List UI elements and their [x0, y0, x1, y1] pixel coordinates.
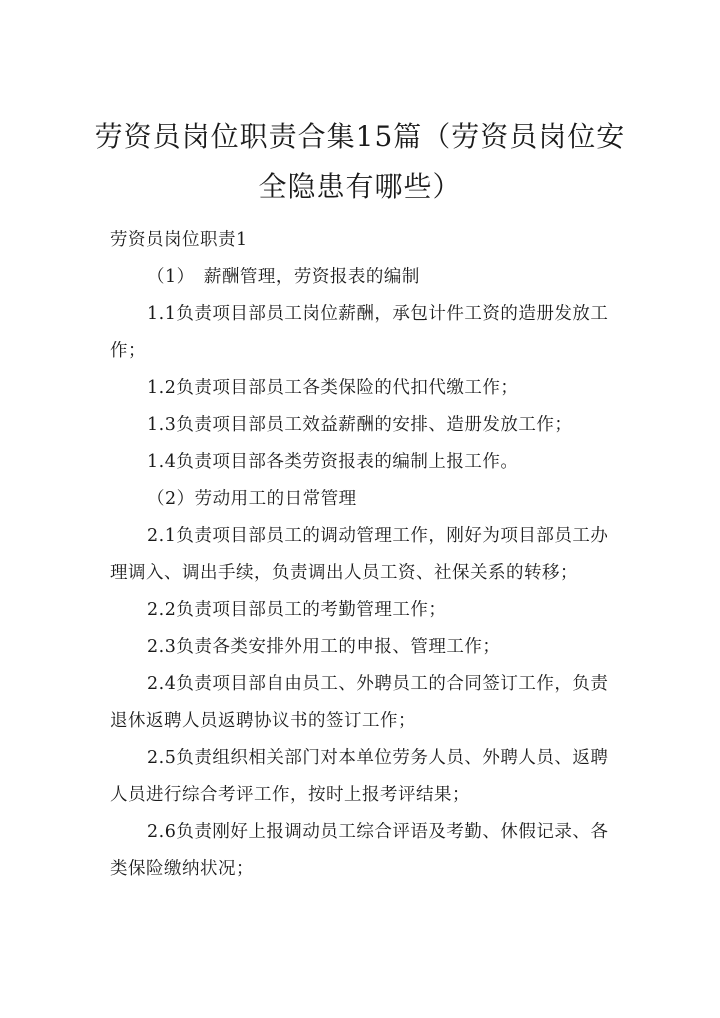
paragraph: 1.1负责项目部员工岗位薪酬，承包计件工资的造册发放工作； — [110, 304, 609, 361]
paragraph: 2.5负责组织相关部门对本单位劳务人员、外聘人员、返聘人员进行综合考评工作，按时上报考评结果； — [110, 748, 609, 805]
paragraph: 2.3负责各类安排外用工的申报、管理工作； — [147, 637, 501, 657]
paragraph: 2.1负责项目部员工的调动管理工作，刚好为项目部员工办理调入、调出手续，负责调出人员工资、社保关系的转移； — [110, 526, 609, 583]
paragraph: 2.2负责项目部员工的考勤管理工作； — [147, 600, 447, 620]
paragraph: （1） 薪酬管理，劳资报表的编制 — [147, 267, 420, 287]
title-line-2: 全隐患有哪些） — [258, 170, 462, 203]
paragraph: （2）劳动用工的日常管理 — [147, 489, 357, 509]
paragraph: 2.4负责项目部自由员工、外聘员工的合同签订工作，负责退休返聘人员返聘协议书的签订工作； — [110, 674, 609, 731]
paragraph: 1.3负责项目部员工效益薪酬的安排、造册发放工作； — [147, 415, 573, 435]
paragraph: 1.2负责项目部员工各类保险的代扣代缴工作； — [147, 378, 519, 398]
paragraph: 2.6负责刚好上报调动员工综合评语及考勤、休假记录、各类保险缴纳状况； — [110, 822, 609, 879]
document-body — [110, 222, 615, 888]
paragraph: 1.4负责项目部各类劳资报表的编制上报工作。 — [147, 452, 519, 472]
title-line-1: 劳资员岗位职责合集15篇（劳资员岗位安 — [94, 120, 626, 153]
document-title — [90, 112, 630, 212]
section-heading: 劳资员岗位职责1 — [110, 230, 248, 250]
